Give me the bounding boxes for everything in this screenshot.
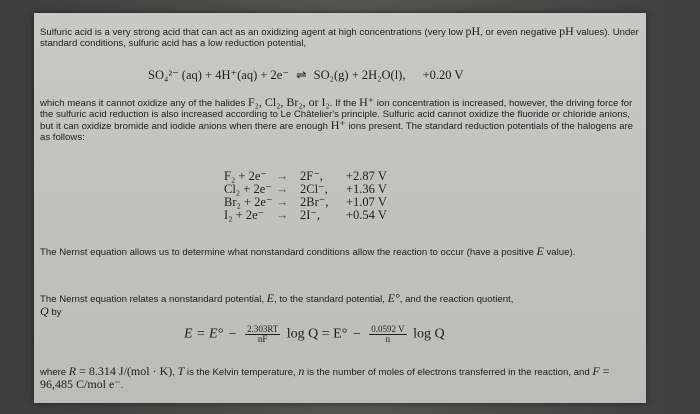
halogen-potential: +1.36 V xyxy=(346,182,387,196)
document-page xyxy=(34,13,646,403)
fraction-numerator: 0.0592 V xyxy=(371,324,405,334)
halogen-product: 2F⁻, xyxy=(300,169,323,183)
faraday-symbol: F xyxy=(592,364,600,378)
halogen-product: 2Cl⁻, xyxy=(300,182,328,196)
paragraph-nernst-relation xyxy=(40,293,640,318)
equation-products: SO₂(g) + 2H₂O(l), xyxy=(313,68,406,82)
sulfate-reduction-equation xyxy=(148,67,463,83)
ph-symbol-2: pH xyxy=(559,24,574,38)
reaction-arrow: → xyxy=(276,169,289,183)
halogen-reactant: F₂ + 2e⁻ xyxy=(224,169,268,183)
nernst-lhs: E = E° xyxy=(184,326,224,342)
fraction-constant-n xyxy=(369,325,406,344)
fraction-denominator: nF xyxy=(257,334,268,344)
definitions-text-e: . xyxy=(120,379,124,391)
halogen-reactant: I₂ + 2e⁻ xyxy=(224,208,265,222)
reaction-arrow: → xyxy=(276,182,289,196)
nernst-relation-text-b: , to the standard potential, xyxy=(274,294,388,305)
definitions-text-d: is the number of moles of electrons transferred in the reaction, and xyxy=(304,367,593,378)
nernst-log-term-2: log Q xyxy=(413,326,445,342)
nernst-equation xyxy=(184,325,445,344)
reaction-quotient-symbol: Q xyxy=(40,303,49,318)
halides-text-d: ions present. The standard reduction potentials of the halogens are as follows: xyxy=(40,121,633,143)
paragraph-nernst-intro xyxy=(40,246,640,259)
fraction-rt-nf xyxy=(245,325,280,344)
halogen-potential: +1.07 V xyxy=(346,195,387,209)
equation-potential: +0.20 V xyxy=(422,68,464,82)
ph-symbol: pH xyxy=(465,24,481,38)
standard-potential-symbol: E° xyxy=(387,291,400,305)
reaction-arrow: → xyxy=(276,195,289,209)
equilibrium-arrow: ⇌ xyxy=(296,68,307,82)
paragraph-definitions xyxy=(40,366,640,391)
minus-sign: − xyxy=(352,326,361,342)
potential-symbol: E xyxy=(536,244,544,258)
hydrogen-ion-symbol: H⁺ xyxy=(359,95,375,109)
halogen-potential: +0.54 V xyxy=(346,208,387,222)
nernst-relation-text-d: by xyxy=(48,306,62,318)
definitions-text-b: , xyxy=(172,367,178,378)
minus-sign: − xyxy=(228,326,237,342)
fraction-denominator: n xyxy=(385,334,391,344)
intro-text-a: Sulfuric acid is a very strong acid that can act as an oxidizing agent at high concentrations (very low xyxy=(40,27,466,38)
definitions-text-c: is the Kelvin temperature, xyxy=(184,367,299,378)
temperature-symbol: T xyxy=(177,364,185,378)
definitions-text-a: where xyxy=(40,367,69,378)
halides-text-b: . If the xyxy=(329,98,360,109)
reaction-arrow: → xyxy=(276,208,289,222)
paragraph-halides xyxy=(40,97,640,143)
halogen-product: 2Br⁻, xyxy=(300,195,329,209)
nernst-relation-text-c: , and the reaction quotient, xyxy=(399,294,514,305)
equation-reactants: SO₄²⁻ (aq) + 4H⁺(aq) + 2e⁻ xyxy=(148,68,289,82)
halogen-reactant: Cl₂ + 2e⁻ xyxy=(224,182,272,196)
gas-constant-value: = 8.314 J/(mol · K) xyxy=(76,364,173,378)
halogen-reactant: Br₂ + 2e⁻ xyxy=(224,195,273,209)
electrons-symbol: n xyxy=(298,364,305,378)
halides-text-a: which means it cannot oxidize any of the halides xyxy=(40,98,248,109)
hydrogen-ion-symbol-2: H⁺ xyxy=(330,118,346,132)
gas-constant-symbol: R xyxy=(68,364,77,378)
nernst-intro-text-b: value). xyxy=(543,247,576,258)
fraction-numerator: 2.303RT xyxy=(247,324,279,334)
halogen-potential: +2.87 V xyxy=(346,169,387,183)
halides-text-c: ion concentration is increased, however, the driving force for the sulfuric acid reduction is also increased according to Le Châtelier's principle. Sulfuric acid cannot oxidize the fluoride or chloride anions, but it can oxidize bromide and iodide anions when there are enough xyxy=(40,98,633,132)
halides-list: F₂, Cl₂, Br₂, or I₂ xyxy=(248,95,330,109)
halogen-product: 2I⁻, xyxy=(300,208,321,222)
intro-text-c: values). Under standard conditions, sulfuric acid has a low reduction potential, xyxy=(40,27,639,49)
nernst-relation-text-a: The Nernst equation relates a nonstandard potential, xyxy=(40,294,267,305)
nernst-log-term: log Q = E° xyxy=(286,326,348,342)
intro-text-b: , or even negative xyxy=(480,27,560,38)
faraday-value: = 96,485 C/mol e⁻ xyxy=(40,364,610,391)
nernst-intro-text-a: The Nernst equation allows us to determine what nonstandard conditions allow the reaction to occur (have a positive xyxy=(40,247,537,258)
potential-symbol: E xyxy=(266,291,275,305)
paragraph-intro xyxy=(40,26,640,49)
